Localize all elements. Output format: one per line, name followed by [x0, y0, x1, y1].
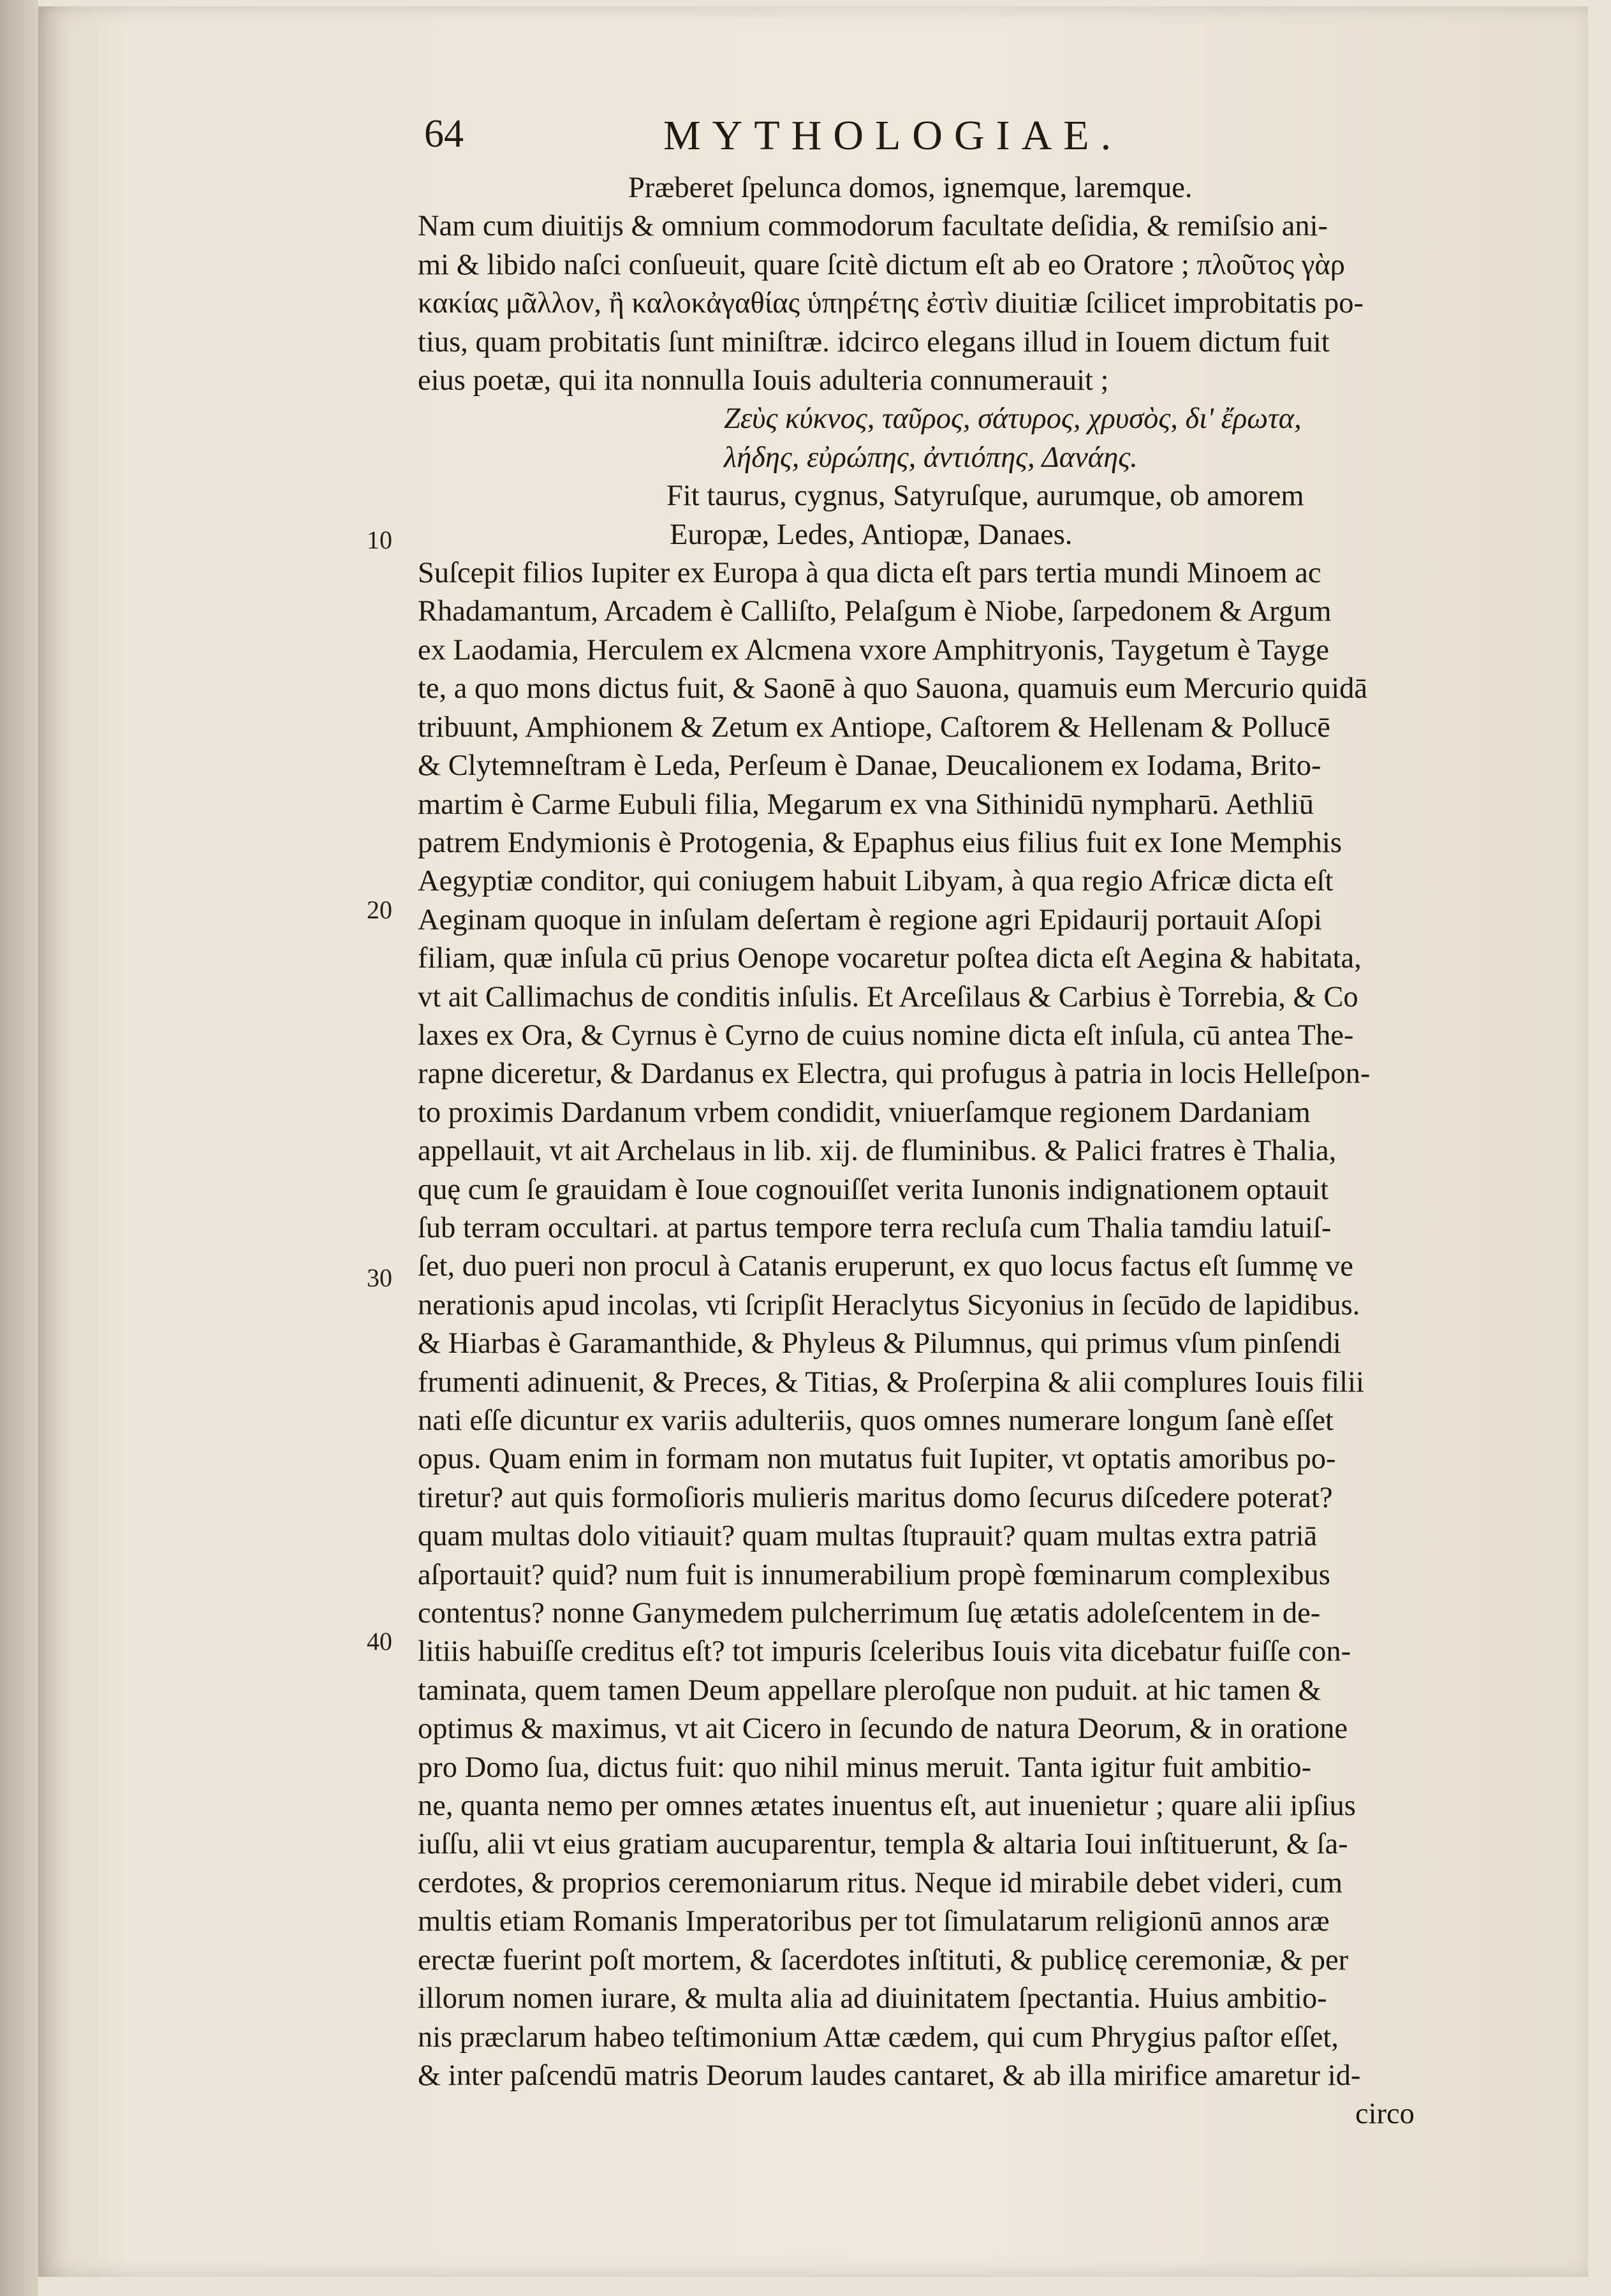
text-line: nis præclarum habeo teſtimonium Attæ cædem, qui cum Phrygius paſtor eſſet, — [418, 2020, 1339, 2054]
text-line: litiis habuiſſe creditus eſt? tot impuris ſceleribus Iouis vita dicebatur fuiſſe con- — [418, 1635, 1351, 1668]
verse-line: Europæ, Ledes, Antiopæ, Danaes. — [670, 518, 1073, 551]
text-line: ſub terram occultari. at partus tempore terra recluſa cum Thalia tamdiu latuiſ- — [418, 1211, 1332, 1244]
page-number: 64 — [424, 112, 464, 156]
text-line: Nam cum diuitijs & omnium commodorum facultate deſidia, & remiſsio ani- — [418, 210, 1328, 243]
text-line: ne, quanta nemo per omnes ætates inuentus eſt, aut inuenietur ; quare alii ipſius — [418, 1790, 1356, 1823]
text-line: tius, quam probitatis ſunt miniſtræ. idcirco elegans illud in Iouem dictum fuit — [418, 325, 1330, 358]
text-line: illorum nomen iurare, & multa alia ad diuinitatem ſpectantia. Huius ambitio- — [418, 1982, 1327, 2015]
text-line: martim è Carme Eubuli filia, Megarum ex vna Sithinidū nympharū. Aethliū — [418, 788, 1314, 821]
text-line: frumenti adinuenit, & Preces, & Titias, & Proſerpina & alii complures Iouis filii — [418, 1365, 1364, 1399]
text-line: pro Domo ſua, dictus fuit: quo nihil minus meruit. Tanta igitur fuit ambitio- — [418, 1751, 1312, 1784]
verse-line: Præberet ſpelunca domos, ignemque, laremque. — [628, 172, 1193, 204]
text-line: rapne diceretur, & Dardanus ex Electra, qui profugus à patria in locis Helleſpon- — [418, 1057, 1371, 1091]
text-line: filiam, quæ inſula cū prius Oenope vocaretur poſtea dicta eſt Aegina & habitata, — [418, 942, 1362, 975]
text-line: appellauit, vt ait Archelaus in lib. xij. de fluminibus. & Palici fratres è Thalia, — [418, 1135, 1337, 1168]
text-line: cerdotes, & proprios ceremoniarum ritus. Neque id mirabile debet videri, cum — [418, 1866, 1343, 1899]
text-line: te, a quo mons dictus fuit, & Saonē à quo Sauona, quamuis eum Mercurio quidā — [418, 672, 1368, 705]
text-line: nati eſſe dicuntur ex variis adulteriis, quos omnes numerare longum ſanè eſſet — [418, 1404, 1334, 1437]
text-line: to proximis Dardanum vrbem condidit, vniuerſamque regionem Dardaniam — [418, 1096, 1311, 1129]
greek-verse-line: λήδης, εὐρώπης, ἀντιόπης, Δανάης. — [724, 441, 1138, 474]
text-line: multis etiam Romanis Imperatoribus per tot ſimulatarum religionū annos aræ — [418, 1905, 1330, 1938]
text-line: erectæ fuerint poſt mortem, & ſacerdotes inſtituti, & publicę ceremoniæ, & per — [418, 1943, 1349, 1976]
text-line: quę cum ſe grauidam è Ioue cognouiſſet verita Iunonis indignationem optauit — [418, 1173, 1329, 1206]
text-line: mi & libido naſci conſueuit, quare ſcitè dictum eſt ab eo Oratore ; πλοῦτος γὰρ — [418, 248, 1345, 281]
catchword: circo — [1355, 2098, 1415, 2131]
margin-line-number-20: 20 — [367, 895, 392, 924]
margin-line-number-40: 40 — [367, 1627, 392, 1656]
text-line: tribuunt, Amphionem & Zetum ex Antiope, Caſtorem & Hellenam & Pollucē — [418, 710, 1330, 744]
page-header — [424, 112, 1298, 169]
text-line: & Hiarbas è Garamanthide, & Phyleus & Pilumnus, qui primus vſum pinſendi — [418, 1327, 1341, 1360]
text-line: tiretur? aut quis formoſioris mulieris maritus domo ſecurus diſcedere poterat? — [418, 1481, 1333, 1514]
text-line: nerationis apud incolas, vti ſcripſit Heraclytus Sicyonius in ſecūdo de lapidibus. — [418, 1288, 1360, 1321]
text-line: quam multas dolo vitiauit? quam multas ſtuprauit? quam multas extra patriā — [418, 1520, 1318, 1553]
text-line: taminata, quem tamen Deum appellare pleroſque non puduit. at hic tamen & — [418, 1674, 1321, 1707]
text-line: & Clytemneſtram è Leda, Perſeum è Danae, Deucalionem ex Iodama, Brito- — [418, 749, 1321, 783]
text-line: opus. Quam enim in formam non mutatus fuit Iupiter, vt optatis amoribus po- — [418, 1443, 1336, 1476]
text-line: κακίας μᾶλλον, ἢ καλοκἀγαθίας ὑπηρέτης ἐστὶν diuitiæ ſcilicet improbitatis po- — [418, 287, 1364, 320]
text-line: laxes ex Ora, & Cyrnus è Cyrno de cuius nomine dicta eſt inſula, cū antea The- — [418, 1019, 1354, 1052]
text-line: Rhadamantum, Arcadem è Calliſto, Pelaſgum è Niobe, ſarpedonem & Argum — [418, 595, 1332, 628]
text-line: Aegyptiæ conditor, qui coniugem habuit Libyam, à qua regio Africæ dicta eſt — [418, 865, 1334, 898]
margin-line-number-30: 30 — [367, 1263, 392, 1292]
margin-line-number-10: 10 — [367, 526, 392, 554]
greek-verse-line: Ζεὺς κύκνος, ταῦρος, σάτυρος, χρυσὸς, δι' ἔρωτα, — [724, 402, 1302, 436]
book-gutter — [0, 0, 38, 2296]
text-line: Suſcepit filios Iupiter ex Europa à qua dicta eſt pars tertia mundi Minoem ac — [418, 557, 1321, 590]
body-text — [418, 169, 1496, 2134]
text-line: vt ait Callimachus de conditis inſulis. Et Arceſilaus & Carbius è Torrebia, & Co — [418, 980, 1358, 1013]
text-line: aſportauit? quid? num fuit is innumerabilium propè fœminarum complexibus — [418, 1558, 1330, 1591]
text-line: eius poetæ, qui ita nonnulla Iouis adulteria connumerauit ; — [418, 364, 1109, 397]
text-line: & inter paſcendū matris Deorum laudes cantaret, & ab illa mirifice amaretur id- — [418, 2059, 1361, 2092]
text-line: contentus? nonne Ganymedem pulcherrimum ſuę ætatis adoleſcentem in de- — [418, 1597, 1321, 1630]
text-line: ex Laodamia, Herculem ex Alcmena vxore Amphitryonis, Taygetum è Tayge — [418, 633, 1329, 666]
running-title: MYTHOLOGIAE. — [663, 112, 1123, 159]
text-line: ſet, duo pueri non procul à Catanis eruperunt, ex quo locus factus eſt ſummę ve — [418, 1250, 1353, 1283]
text-line: patrem Endymionis è Protogenia, & Epaphus eius filius fuit ex Ione Memphis — [418, 826, 1342, 859]
text-line: Aeginam quoque in inſulam deſertam è regione agri Epidaurij portauit Aſopi — [418, 903, 1322, 936]
text-line: optimus & maximus, vt ait Cicero in ſecundo de natura Deorum, & in oratione — [418, 1712, 1348, 1746]
text-line: iuſſu, alii vt eius gratiam aucuparentur, templa & altaria Ioui inſtituerunt, & ſa- — [418, 1828, 1348, 1861]
verse-line: Fit taurus, cygnus, Satyruſque, aurumque, ob amorem — [666, 480, 1304, 513]
